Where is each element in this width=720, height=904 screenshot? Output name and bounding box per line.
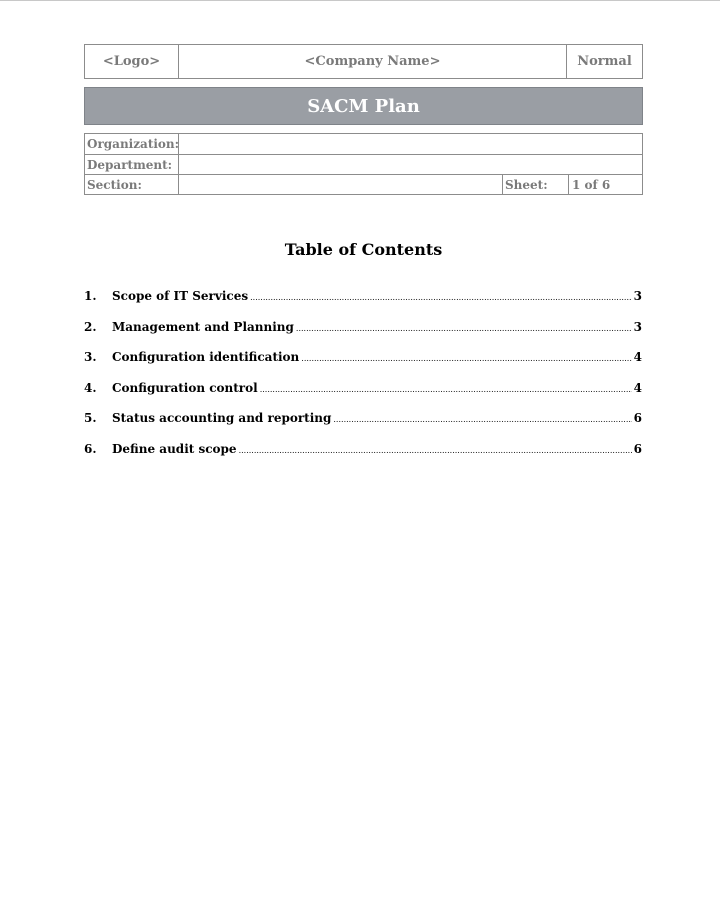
toc-entry-number: 4.	[84, 380, 97, 395]
toc-entry[interactable]	[84, 350, 642, 368]
toc-entry-text[interactable]: Status accounting and reporting	[112, 411, 332, 426]
page-top-rule	[0, 0, 720, 1]
toc-entry-page[interactable]: 4	[633, 380, 642, 395]
toc-entry-text[interactable]: Configuration control	[112, 380, 258, 395]
toc-entry-number: 6.	[84, 441, 97, 456]
logo-placeholder: <Logo>	[85, 45, 179, 78]
department-value	[179, 155, 642, 174]
toc-entry-number: 2.	[84, 319, 97, 334]
toc-entry[interactable]	[84, 381, 642, 399]
toc-entry-text[interactable]: Scope of IT Services	[112, 289, 249, 303]
document-header-table	[84, 44, 643, 79]
toc-entry-text[interactable]: Configuration identification	[112, 350, 300, 365]
document-info-table	[84, 133, 643, 195]
department-row	[85, 154, 642, 174]
toc-entry[interactable]	[84, 320, 642, 338]
toc-leader-dots	[250, 293, 632, 302]
toc-entry-page[interactable]: 4	[633, 350, 642, 365]
organization-row	[85, 134, 642, 154]
classification-label: Normal	[577, 54, 632, 69]
toc-entry-number: 1.	[84, 289, 97, 303]
company-name: <Company Name>	[179, 45, 567, 78]
toc-entry[interactable]	[84, 442, 642, 460]
sheet-label: Sheet:	[503, 175, 569, 194]
sheet-value: 1 of 6	[572, 177, 611, 192]
organization-value	[179, 134, 642, 154]
toc-leader-dots	[239, 446, 632, 455]
toc-entry-page[interactable]: 6	[633, 441, 642, 456]
toc-entry-number: 3.	[84, 350, 97, 365]
section-label: Section:	[85, 175, 179, 194]
toc-leader-dots	[260, 385, 632, 394]
toc-entry[interactable]	[84, 411, 642, 429]
toc-entry-text[interactable]: Define audit scope	[112, 441, 237, 456]
toc-entry[interactable]	[84, 289, 642, 307]
toc-entry-page[interactable]: 3	[633, 289, 642, 303]
department-label: Department:	[85, 155, 179, 174]
table-of-contents	[84, 289, 642, 473]
toc-entry-text[interactable]: Management and Planning	[112, 319, 294, 334]
toc-entry-page[interactable]: 6	[633, 411, 642, 426]
section-value	[179, 175, 503, 194]
toc-entry-page[interactable]: 3	[633, 319, 642, 334]
section-row	[85, 174, 642, 194]
toc-leader-dots	[301, 354, 631, 363]
document-title: SACM Plan	[84, 87, 643, 125]
toc-leader-dots	[296, 324, 632, 333]
toc-entry-number: 5.	[84, 411, 97, 426]
toc-leader-dots	[333, 415, 631, 424]
toc-title: Table of Contents	[284, 240, 443, 259]
organization-label: Organization:	[85, 134, 179, 154]
